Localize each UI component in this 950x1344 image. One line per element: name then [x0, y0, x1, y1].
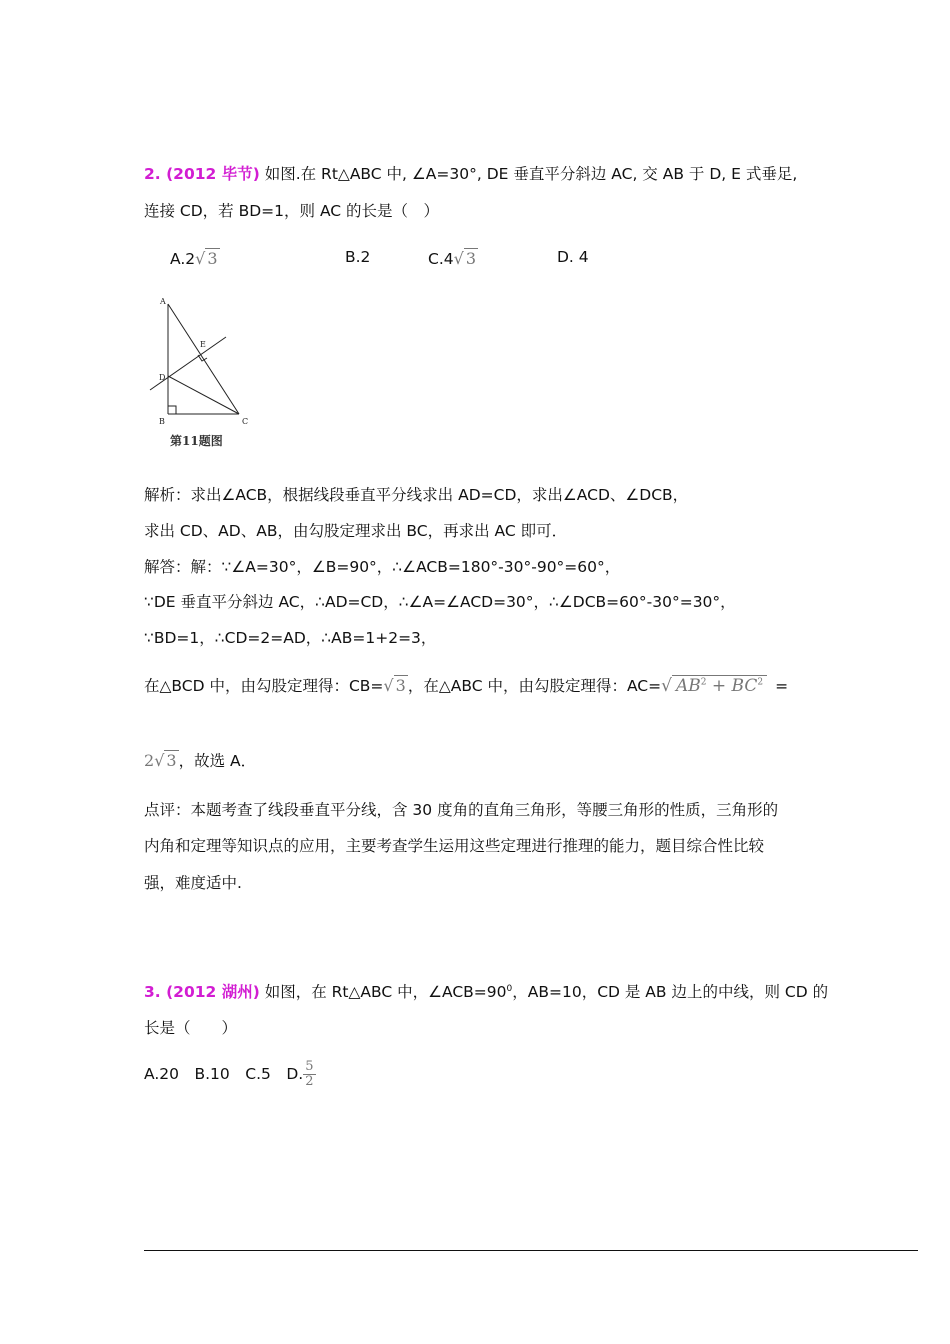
option-b: B.2 [345, 248, 371, 266]
question-2-stem-1: 如图.在 Rt△ABC 中, ∠A=30°, DE 垂直平分斜边 AC, 交 AB 于 D, E 式垂足, [259, 165, 798, 183]
sqrt-icon: √ 3 [383, 676, 406, 695]
sqrt-icon: √ 3 [453, 249, 477, 268]
fraction: $\frac{5}{2}$ [305, 1059, 314, 1089]
option-a: A.2√ 3 [170, 249, 218, 268]
option-c: C.4√ 3 [428, 249, 477, 268]
answer-line-1: 解答：解：∵∠A=30°，∠B=90°，∴∠ACB=180°-30°-90°=60°， [144, 558, 621, 576]
comment-line-1: 点评：本题考查了线段垂直平分线，含 30 度角的直角三角形，等腰三角形的性质，三角形的 [144, 801, 779, 819]
comment-line-3: 强，难度适中. [144, 874, 242, 892]
sqrt-icon: √ $AB^2 + BC^2$ [661, 676, 767, 696]
triangle-figure [148, 292, 268, 452]
option-d: D. 4 [557, 248, 589, 266]
question-2-line-1 [144, 162, 797, 184]
question-3-line-1: 3. (2012 湖州) 如图，在 Rt△ABC 中，$\angle ACB=90^0$，AB=10，CD 是 AB 边上的中线，则 CD 的 [144, 983, 829, 1001]
question-3-stem-2: 长是（ ） [144, 1019, 238, 1037]
label-a: A [160, 297, 166, 306]
sqrt-icon: √ 3 [154, 751, 177, 770]
label-c: C [242, 417, 249, 426]
segment-cd [168, 376, 239, 414]
answer-line-3: ∵BD=1，∴CD=2=AD，∴AB=1+2=3， [144, 629, 437, 647]
question-2-number: 2. (2012 毕节) [144, 165, 260, 183]
label-b: B [159, 417, 165, 426]
comment-line-2: 内角和定理等知识点的应用，主要考查学生运用这些定理进行推理的能力，题目综合性比较 [144, 837, 765, 855]
sqrt-icon: √ 3 [195, 249, 218, 268]
analysis-line-2: 求出 CD、AD、AB，由勾股定理求出 BC，再求出 AC 即可． [144, 522, 568, 540]
answer-line-2: ∵DE 垂直平分斜边 AC，∴AD=CD，∴∠A=∠ACD=30°，∴∠DCB=60°-30°=30°， [144, 593, 736, 611]
question-2-stem-2: 连接 CD，若 BD=1，则 AC 的长是（ ） [144, 202, 440, 220]
question-3-number: 3. (2012 湖州) [144, 983, 260, 1001]
figure-caption: 第11题图 [170, 434, 223, 448]
segment-ac [168, 304, 239, 414]
answer-line-5: 2√ 3 ，故选 A． [144, 751, 257, 770]
label-e: E [200, 340, 206, 349]
footer-divider [144, 1250, 918, 1251]
right-angle-mark-b [168, 406, 176, 414]
answer-line-4: 在△BCD 中，由勾股定理得：CB=√ 3 ，在△ABC 中，由勾股定理得：AC=√ $AB^2 + BC^2$ = [144, 676, 789, 696]
label-d: D [159, 373, 166, 382]
perpendicular-bisector [150, 337, 226, 390]
question-3-options: A.20 B.10 C.5 D. $\frac{5}{2}$ [144, 1059, 314, 1089]
analysis-line-1: 解析：求出∠ACB，根据线段垂直平分线求出 AD=CD，求出∠ACD、∠DCB， [144, 486, 689, 504]
